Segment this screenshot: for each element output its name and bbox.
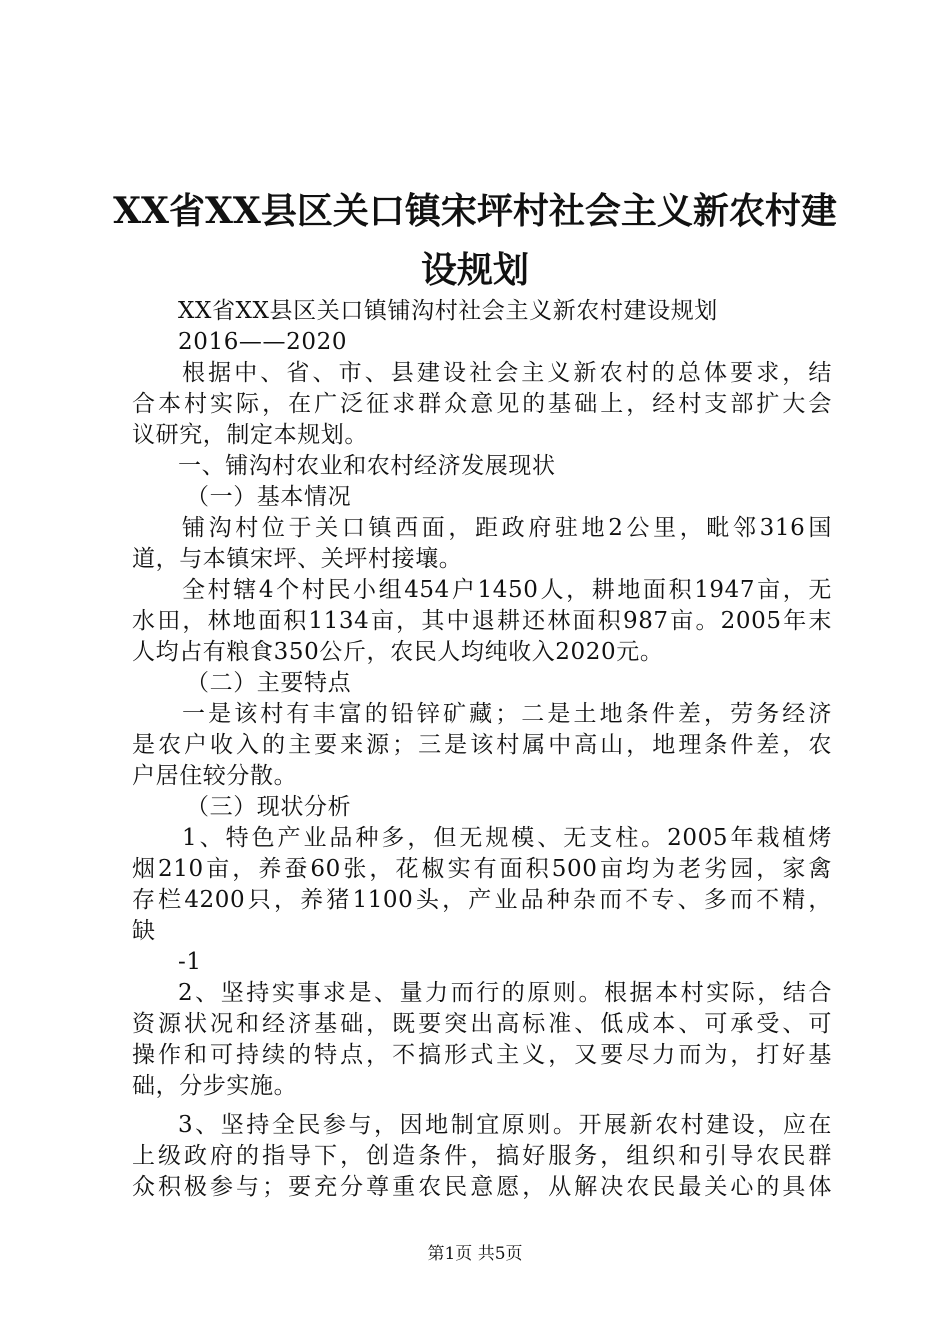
paragraph-line: 上级政府的指导下，创造条件，搞好服务，组织和引导农民群 <box>132 1143 832 1169</box>
paragraph-line: 资源状况和经济基础，既要突出高标准、低成本、可承受、可 <box>132 1011 832 1037</box>
paragraph-line: 众积极参与；要充分尊重农民意愿，从解决农民最关心的具体 <box>132 1174 832 1200</box>
paragraph-line: 户居住较分散。 <box>132 763 298 789</box>
document-title-line-2: 设规划 <box>420 249 529 291</box>
paragraph-line: 全村辖4个村民小组454户1450人，耕地面积1947亩，无 <box>182 577 832 603</box>
document-title-line-1: XX省XX县区关口镇宋坪村社会主义新农村建 <box>113 190 837 232</box>
date-range-line: 2016——2020 <box>178 329 348 355</box>
page-footer: 第1页 共5页 <box>427 1244 523 1264</box>
subsection-heading: （一）基本情况 <box>186 484 352 510</box>
paragraph-line: 根据中、省、市、县建设社会主义新农村的总体要求，结 <box>182 360 832 386</box>
paragraph-line: 道，与本镇宋坪、关坪村接壤。 <box>132 546 463 572</box>
paragraph-line: 2、坚持实事求是、量力而行的原则。根据本村实际，结合 <box>178 980 832 1006</box>
paragraph-gap <box>132 1102 832 1110</box>
paragraph-line: 1、特色产业品种多，但无规模、无支柱。2005年栽植烤 <box>182 825 832 851</box>
paragraph-line: 3、坚持全民参与，因地制宜原则。开展新农村建设，应在 <box>178 1112 832 1138</box>
paragraph-line: 烟210亩，养蚕60张，花椒实有面积500亩均为老劣园，家禽 <box>132 856 832 882</box>
subsection-heading: （三）现状分析 <box>186 794 352 820</box>
paragraph-line: 铺沟村位于关口镇西面，距政府驻地2公里，毗邻316国 <box>182 515 832 541</box>
paragraph-line: 一是该村有丰富的铅锌矿藏；二是土地条件差，劳务经济 <box>182 701 832 727</box>
paragraph-line: 础，分步实施。 <box>132 1073 298 1099</box>
paragraph-line: 存栏4200只，养猪1100头，产业品种杂而不专、多而不精， <box>132 887 832 913</box>
paragraph-line: 缺 <box>132 918 156 944</box>
paragraph-line: 议研究，制定本规划。 <box>132 422 368 448</box>
paragraph-line: 水田，林地面积1134亩，其中退耕还林面积987亩。2005年末 <box>132 608 832 634</box>
paragraph-line: 人均占有粮食350公斤，农民人均纯收入2020元。 <box>132 639 664 665</box>
subtitle-line: XX省XX县区关口镇铺沟村社会主义新农村建设规划 <box>178 298 718 324</box>
paragraph-line: 操作和可持续的特点，不搞形式主义，又要尽力而为，打好基 <box>132 1042 832 1068</box>
paragraph-line: 是农户收入的主要来源；三是该村属中高山，地理条件差，农 <box>132 732 832 758</box>
document-body <box>132 296 832 1203</box>
page-marker: -1 <box>178 949 202 975</box>
section-heading: 一、铺沟村农业和农村经济发展现状 <box>178 453 556 479</box>
subsection-heading: （二）主要特点 <box>186 670 352 696</box>
paragraph-line: 合本村实际，在广泛征求群众意见的基础上，经村支部扩大会 <box>132 391 832 417</box>
